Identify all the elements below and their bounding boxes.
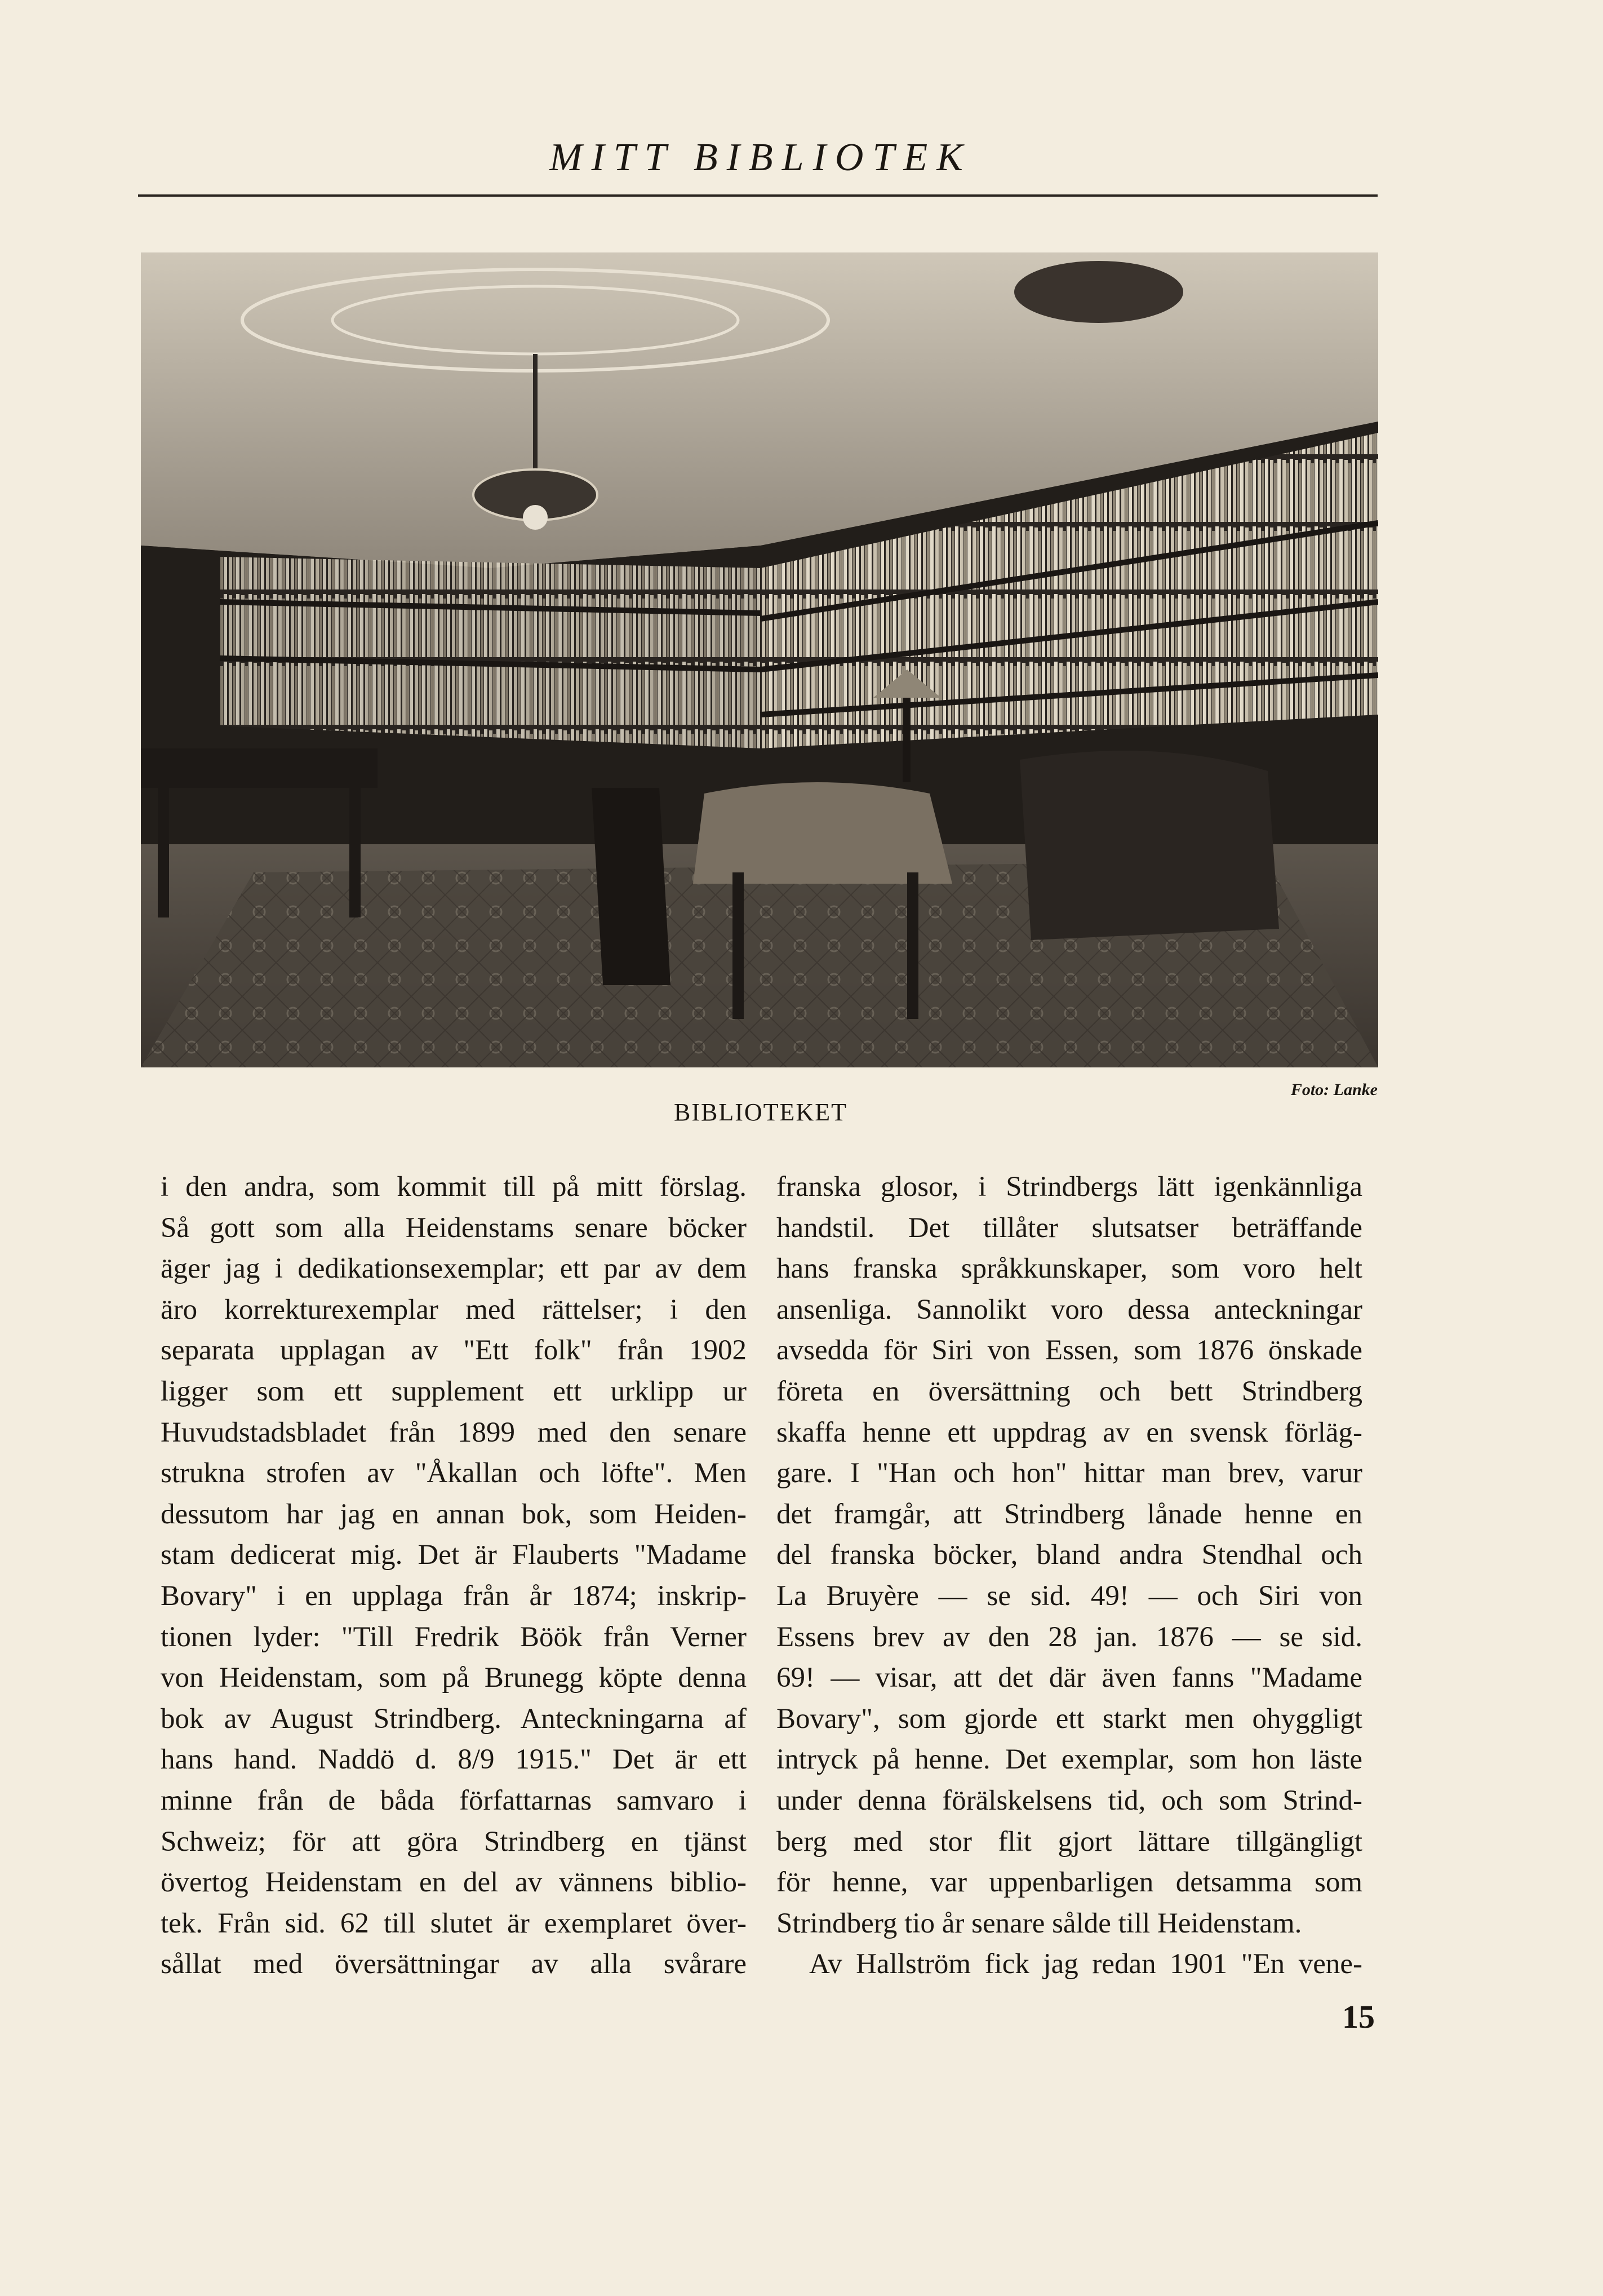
text-line: äger jag i dedikationsexemplar; ett par av dem (161, 1253, 747, 1285)
text-line: handstil. Det tillåter slutsatser beträffande (776, 1212, 1362, 1244)
text-line: del franska böcker, bland andra Stendhal och (776, 1539, 1362, 1571)
text-line: Av Hallström fick jag redan 1901 "En vene- (809, 1948, 1362, 1980)
text-line: Huvudstadsbladet från 1899 med den senare (161, 1416, 747, 1448)
text-line: övertog Heidenstam en del av vännens biblio- (161, 1867, 747, 1899)
text-line: för henne, var uppenbarligen detsamma som (776, 1867, 1362, 1899)
text-line: minne från de båda författarnas samvaro i (161, 1784, 747, 1816)
text-line: Essens brev av den 28 jan. 1876 — se sid. (776, 1621, 1362, 1653)
text-line: intryck på henne. Det exemplar, som hon läste (776, 1744, 1362, 1776)
running-title: MITT BIBLIOTEK (549, 136, 972, 179)
figure-caption: BIBLIOTEKET (674, 1098, 847, 1126)
text-line: bok av August Strindberg. Anteckningarna af (161, 1703, 747, 1735)
text-line: hans hand. Naddö d. 8/9 1915." Det är ett (161, 1744, 747, 1776)
text-line: Bovary" i en upplaga från år 1874; inskrip- (161, 1580, 747, 1612)
text-column-left (161, 1167, 747, 1985)
text-line: strukna strofen av "Åkallan och löfte". Men (161, 1457, 747, 1490)
text-line: Strindberg tio år senare sålde till Heidenstam. (776, 1907, 1302, 1939)
text-line: ansenliga. Sannolikt voro dessa anteckningar (776, 1293, 1362, 1326)
text-line: 69! — visar, att det där även fanns "Madame (776, 1662, 1362, 1694)
text-line: gare. I "Han och hon" hittar man brev, varur (776, 1457, 1362, 1490)
text-line: berg med stor flit gjort lättare tillgängligt (776, 1825, 1362, 1858)
text-line: stam dedicerat mig. Det är Flauberts "Madame (161, 1539, 747, 1571)
text-line: tionen lyder: "Till Fredrik Böök från Verner (161, 1621, 747, 1653)
text-line: ligger som ett supplement ett urklipp ur (161, 1375, 747, 1407)
text-line: under denna förälskelsens tid, och som Strind- (776, 1784, 1362, 1816)
text-line: La Bruyère — se sid. 49! — och Siri von (776, 1580, 1362, 1612)
text-line: skaffa henne ett uppdrag av en svensk förläg- (776, 1416, 1362, 1448)
text-line: von Heidenstam, som på Brunegg köpte denna (161, 1662, 747, 1694)
text-line: det framgår, att Strindberg lånade henne en (776, 1498, 1362, 1530)
text-line: hans franska språkkunskaper, som voro helt (776, 1253, 1362, 1285)
text-line: avsedda för Siri von Essen, som 1876 önskade (776, 1335, 1362, 1367)
library-photo-icon (141, 252, 1378, 1067)
text-line: i den andra, som kommit till på mitt förslag. (161, 1171, 747, 1203)
text-line: separata upplagan av "Ett folk" från 1902 (161, 1335, 747, 1367)
photo-credit: Foto: Lanke (1290, 1080, 1378, 1099)
text-line: tek. Från sid. 62 till slutet är exemplaret över- (161, 1907, 747, 1939)
text-line: Så gott som alla Heidenstams senare böcker (161, 1212, 747, 1244)
text-line: företa en översättning och bett Strindberg (776, 1375, 1362, 1407)
text-line: franska glosor, i Strindbergs lätt igenkännliga (776, 1171, 1362, 1203)
text-column-right (776, 1167, 1362, 1985)
library-photo (141, 252, 1378, 1067)
text-line: sållat med översättningar av alla svårare (161, 1948, 747, 1980)
text-line: äro korrekturexemplar med rättelser; i den (161, 1293, 747, 1326)
header-rule (138, 194, 1378, 197)
text-line: dessutom har jag en annan bok, som Heiden- (161, 1498, 747, 1530)
text-line: Schweiz; för att göra Strindberg en tjänst (161, 1825, 747, 1858)
text-line: Bovary", som gjorde ett starkt men ohyggligt (776, 1703, 1362, 1735)
page-number: 15 (1342, 1998, 1375, 2035)
